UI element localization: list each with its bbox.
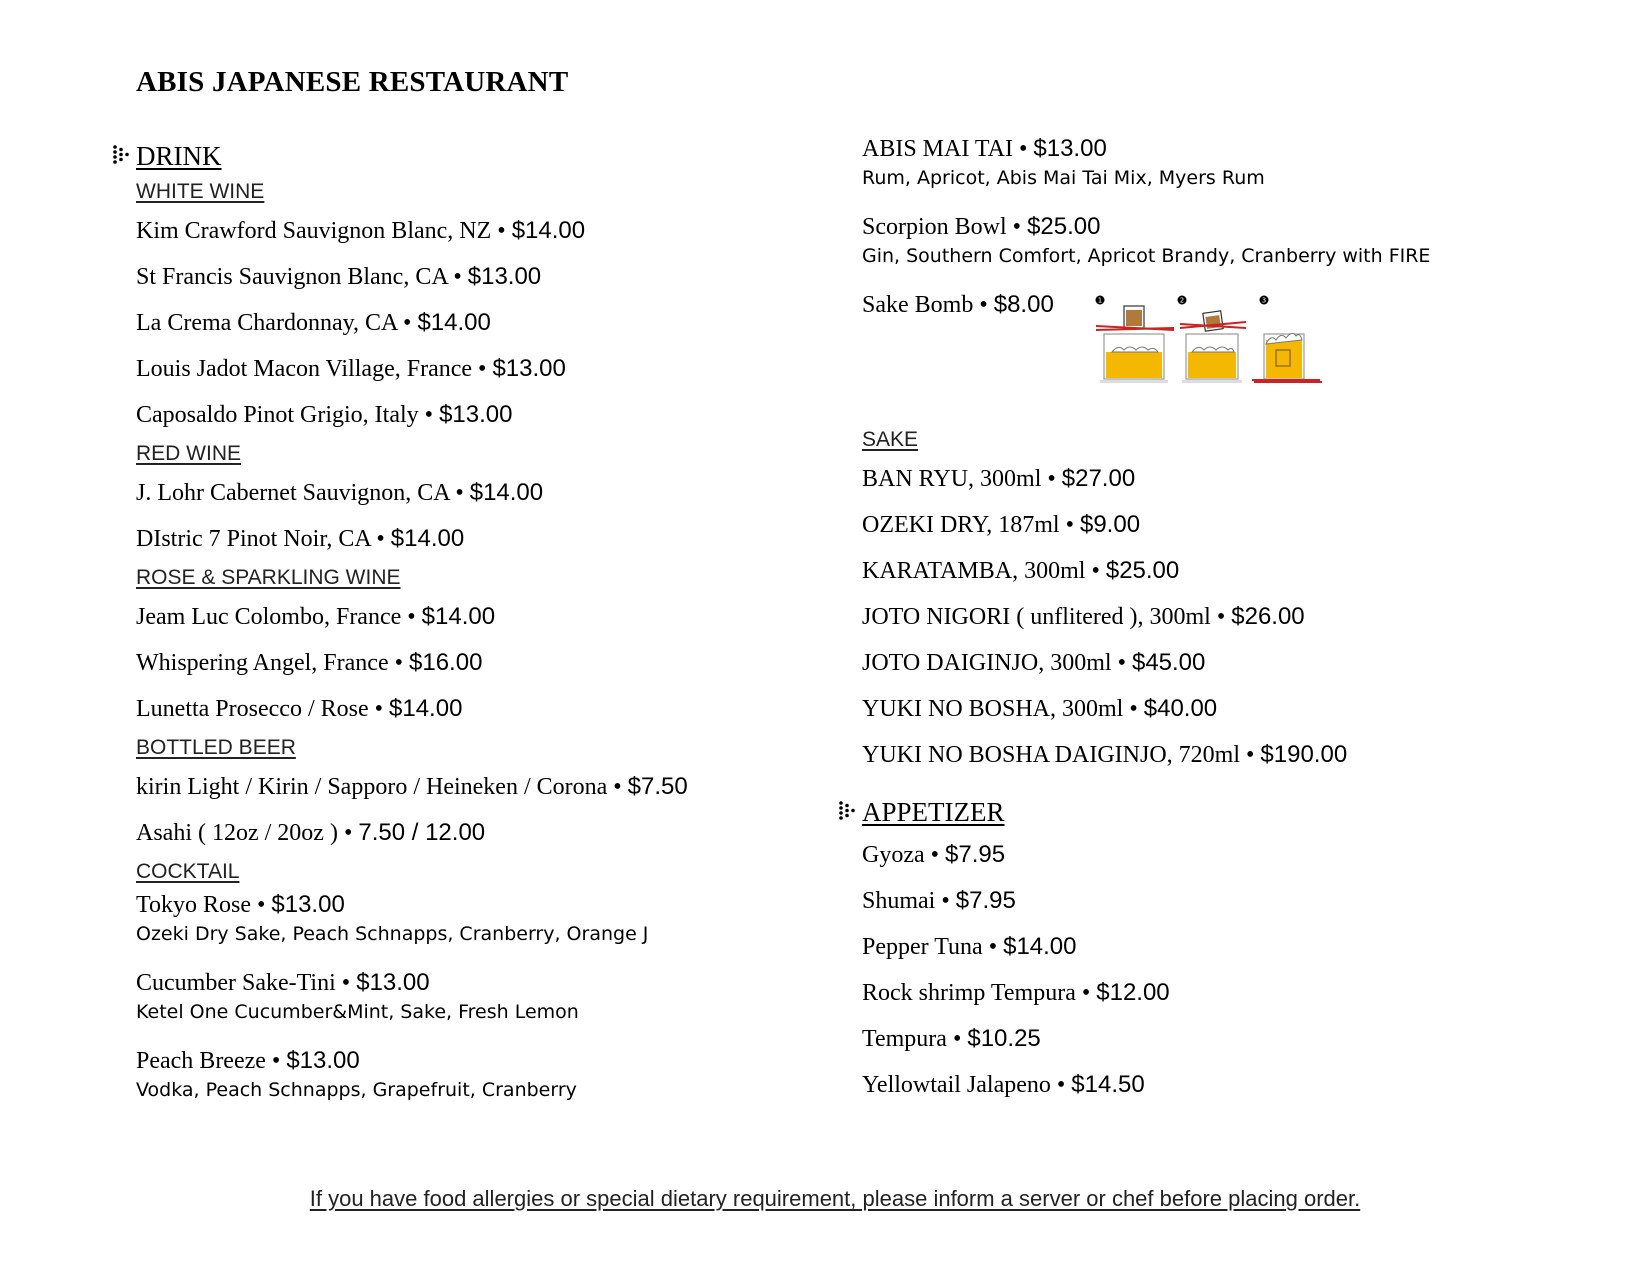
menu-item: YUKI NO BOSHA, 300ml • $40.00 <box>862 695 1218 722</box>
menu-item: OZEKI DRY, 187ml • $9.00 <box>862 511 1141 538</box>
menu-item: Jeam Luc Colombo, France • $14.00 <box>136 603 496 630</box>
sake-bomb-item <box>862 288 1582 424</box>
menu-item: Louis Jadot Macon Village, France • $13.00 <box>136 355 566 382</box>
bottled-beer-label: BOTTLED BEER <box>136 736 296 759</box>
menu-item: JOTO DAIGINJO, 300ml • $45.00 <box>862 649 1206 676</box>
menu-item-description: Gin, Southern Comfort, Apricot Brandy, Cranberry with FIRE <box>862 245 1431 267</box>
drag-handle-icon[interactable] <box>112 144 130 168</box>
menu-item: KARATAMBA, 300ml • $25.00 <box>862 557 1180 584</box>
menu-item: kirin Light / Kirin / Sapporo / Heineken / Corona • $7.50 <box>136 773 688 800</box>
cocktail-label: COCKTAIL <box>136 860 240 883</box>
menu-item: La Crema Chardonnay, CA • $14.00 <box>136 309 491 336</box>
sake-bomb-step-2 <box>1178 296 1247 384</box>
menu-item: Gyoza • $7.95 <box>862 841 1006 868</box>
menu-item: Rock shrimp Tempura • $12.00 <box>862 979 1170 1006</box>
menu-item: Lunetta Prosecco / Rose • $14.00 <box>136 695 463 722</box>
menu-item: Whispering Angel, France • $16.00 <box>136 649 483 676</box>
sake-label: SAKE <box>862 428 919 451</box>
svg-text:2: 2 <box>1179 296 1185 305</box>
restaurant-title: ABIS JAPANESE RESTAURANT <box>136 66 569 98</box>
svg-text:1: 1 <box>1097 296 1103 305</box>
menu-item: J. Lohr Cabernet Sauvignon, CA • $14.00 <box>136 479 544 506</box>
menu-item-title: ABIS MAI TAI • $13.00 <box>862 135 1107 162</box>
right-column <box>862 132 1582 1108</box>
menu-item: Shumai • $7.95 <box>862 887 1016 914</box>
menu-item-title: Tokyo Rose • $13.00 <box>136 891 345 918</box>
red-wine-label: RED WINE <box>136 442 241 465</box>
drink-heading-text: DRINK <box>136 141 222 171</box>
menu-item: Caposaldo Pinot Grigio, Italy • $13.00 <box>136 401 513 428</box>
menu-item: Asahi ( 12oz / 20oz ) • 7.50 / 12.00 <box>136 819 486 846</box>
menu-item: Pepper Tuna • $14.00 <box>862 933 1077 960</box>
sake-bomb-steps-illustration <box>1094 294 1334 394</box>
menu-item-description: Ketel One Cucumber&Mint, Sake, Fresh Lemon <box>136 1001 579 1023</box>
menu-item: JOTO NIGORI ( unflitered ), 300ml • $26.00 <box>862 603 1305 630</box>
menu-item-title: Peach Breeze • $13.00 <box>136 1047 360 1074</box>
drink-section-heading <box>136 136 816 176</box>
appetizer-heading-text: APPETIZER <box>862 797 1005 827</box>
appetizer-section-heading <box>862 792 1582 832</box>
menu-item: St Francis Sauvignon Blanc, CA • $13.00 <box>136 263 542 290</box>
menu-item: DIstric 7 Pinot Noir, CA • $14.00 <box>136 525 465 552</box>
rose-sparkling-label: ROSE & SPARKLING WINE <box>136 566 401 589</box>
cocktail-item <box>862 132 1582 190</box>
cocktail-item <box>136 966 816 1024</box>
white-wine-label: WHITE WINE <box>136 180 265 203</box>
menu-item: Yellowtail Jalapeno • $14.50 <box>862 1071 1145 1098</box>
svg-text:3: 3 <box>1261 296 1267 305</box>
menu-item: YUKI NO BOSHA DAIGINJO, 720ml • $190.00 <box>862 741 1348 768</box>
menu-item: Kim Crawford Sauvignon Blanc, NZ • $14.00 <box>136 217 586 244</box>
menu-item-title: Cucumber Sake-Tini • $13.00 <box>136 969 430 996</box>
sake-bomb-step-1 <box>1096 296 1175 384</box>
menu-item-description: Rum, Apricot, Abis Mai Tai Mix, Myers Rum <box>862 167 1265 189</box>
cocktail-item <box>862 210 1582 268</box>
menu-item-description: Ozeki Dry Sake, Peach Schnapps, Cranberry, Orange J <box>136 923 649 945</box>
drag-handle-icon[interactable] <box>838 800 856 824</box>
menu-item-title: Sake Bomb • $8.00 <box>862 291 1054 318</box>
menu-item: BAN RYU, 300ml • $27.00 <box>862 465 1136 492</box>
menu-item-description: Vodka, Peach Schnapps, Grapefruit, Cranberry <box>136 1079 577 1101</box>
menu-item: Tempura • $10.25 <box>862 1025 1041 1052</box>
menu-item-title: Scorpion Bowl • $25.00 <box>862 213 1101 240</box>
allergy-notice: If you have food allergies or special dietary requirement, please inform a server or chef before placing order. <box>309 1186 1361 1211</box>
sake-bomb-step-3 <box>1252 296 1322 383</box>
left-column <box>136 136 816 1122</box>
cocktail-item <box>136 1044 816 1102</box>
cocktail-item <box>136 888 816 946</box>
